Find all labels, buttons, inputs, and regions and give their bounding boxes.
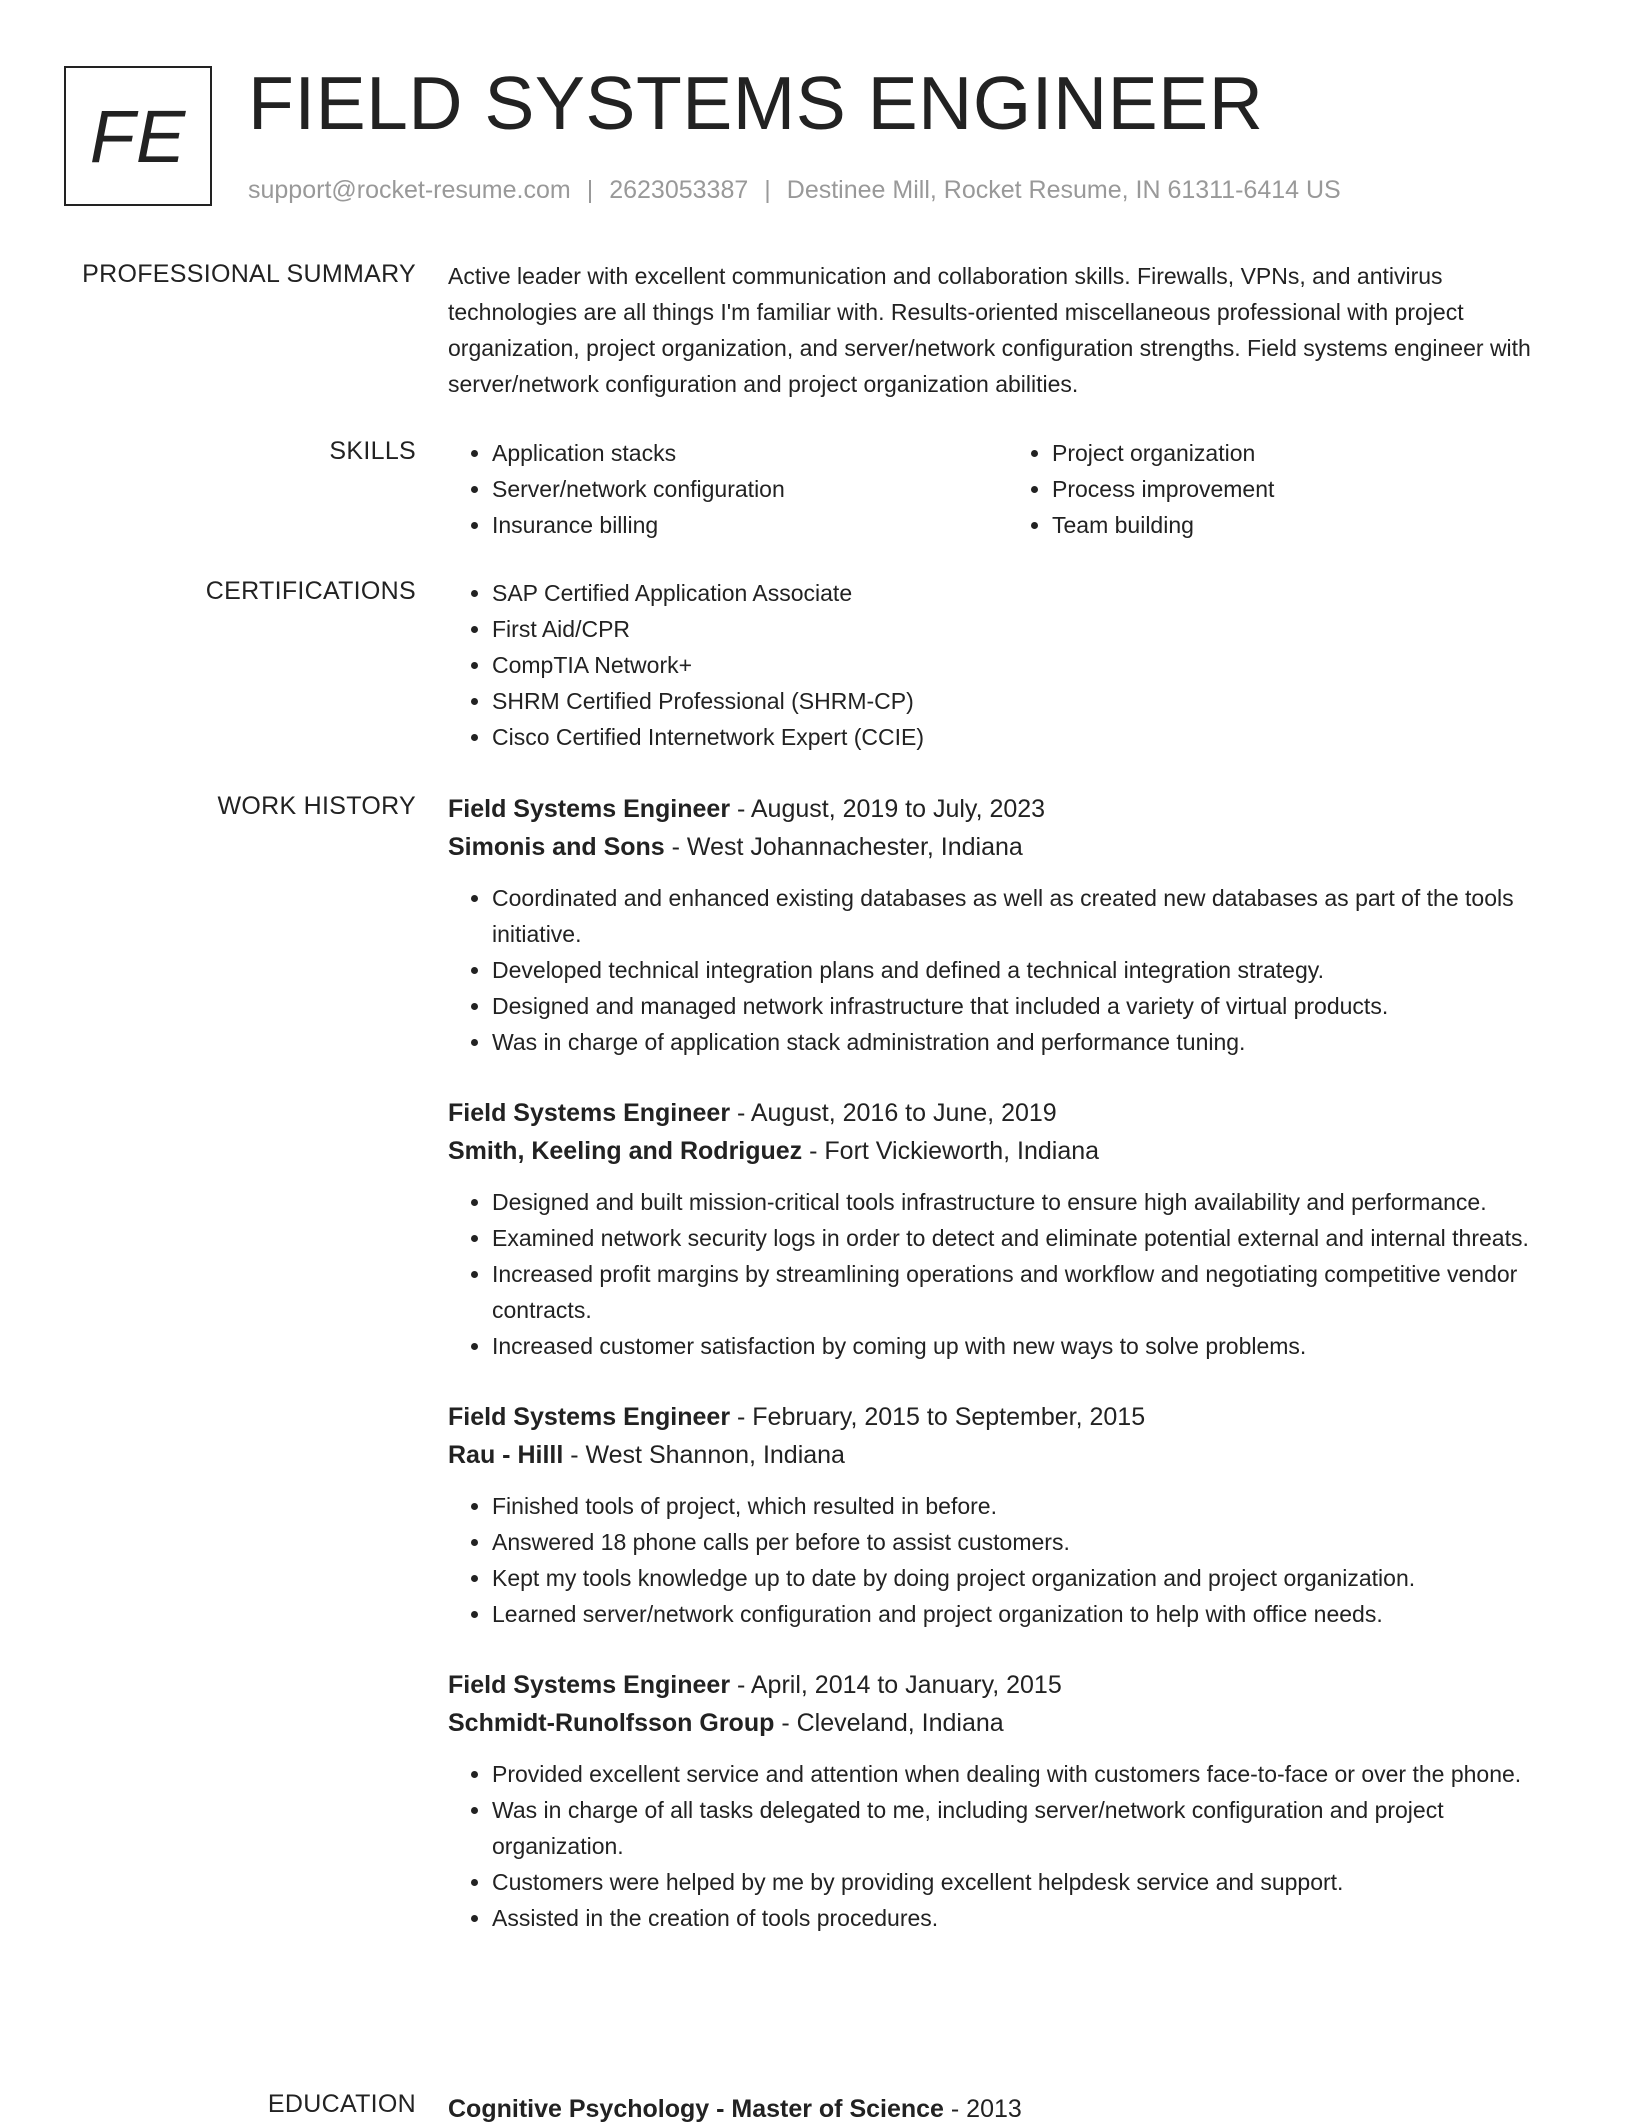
list-item: • SHRM Certified Professional (SHRM-CP): [492, 683, 1568, 719]
job-bullets: [448, 1756, 1568, 1936]
list-item: • Application stacks: [492, 435, 1008, 471]
list-item: • Server/network configuration: [492, 471, 1008, 507]
list-item: • Increased customer satisfaction by coming up with new ways to solve problems.: [492, 1328, 1568, 1364]
resume-title: FIELD SYSTEMS ENGINEER: [248, 61, 1264, 145]
contact-address: Destinee Mill, Rocket Resume, IN 61311-6414 US: [786, 176, 1341, 204]
list-item: • Increased profit margins by streamlining operations and workflow and negotiating competitive vendor contracts.: [492, 1256, 1568, 1328]
job-entry: [448, 1398, 1568, 1632]
job-dates: - February, 2015 to September, 2015: [730, 1403, 1146, 1431]
job-entry: [448, 790, 1568, 1060]
job-title: Field Systems Engineer: [448, 1099, 731, 1127]
list-item: • Provided excellent service and attention when dealing with customers face-to-face or over the phone.: [492, 1756, 1568, 1792]
section-label-skills: SKILLS: [329, 437, 416, 465]
list-item: • Was in charge of application stack administration and performance tuning.: [492, 1024, 1568, 1060]
list-item: • Kept my tools knowledge up to date by doing project organization and project organization.: [492, 1560, 1568, 1596]
job-location: - Cleveland, Indiana: [774, 1709, 1004, 1737]
job-company-line: [448, 1704, 1568, 1742]
list-item: • Learned server/network configuration and project organization to help with office needs.: [492, 1596, 1568, 1632]
job-company: Rau - Hilll: [448, 1441, 564, 1469]
job-title-line: [448, 1398, 1568, 1436]
job-bullets: [448, 1488, 1568, 1632]
job-entry: [448, 1666, 1568, 1936]
section-label-work-history: WORK HISTORY: [217, 792, 416, 820]
contact-line: [248, 174, 1341, 206]
job-dates: - April, 2014 to January, 2015: [730, 1671, 1062, 1699]
list-item: • Developed technical integration plans and defined a technical integration strategy.: [492, 952, 1568, 988]
job-title: Field Systems Engineer: [448, 1403, 731, 1431]
work-history-body: [448, 790, 1568, 1970]
job-dates: - August, 2016 to June, 2019: [730, 1099, 1057, 1127]
certifications-body: [448, 575, 1568, 755]
job-title-line: [448, 1666, 1568, 1704]
list-item: • Finished tools of project, which resulted in before.: [492, 1488, 1568, 1524]
job-company: Simonis and Sons: [448, 833, 665, 861]
job-company: Schmidt-Runolfsson Group: [448, 1709, 775, 1737]
job-location: - Fort Vickieworth, Indiana: [802, 1137, 1100, 1165]
job-location: - West Johannachester, Indiana: [664, 833, 1023, 861]
list-item: • Process improvement: [1052, 471, 1568, 507]
contact-phone: 2623053387: [609, 176, 749, 204]
list-item: • Designed and managed network infrastructure that included a variety of virtual products.: [492, 988, 1568, 1024]
skills-list-right: [1008, 435, 1568, 543]
list-item: • SAP Certified Application Associate: [492, 575, 1568, 611]
skills-body: [448, 435, 1568, 543]
education-body: [448, 2090, 1568, 2128]
certifications-list: [448, 575, 1568, 755]
job-title: Field Systems Engineer: [448, 1671, 731, 1699]
list-item: • Examined network security logs in order to detect and eliminate potential external and internal threats.: [492, 1220, 1568, 1256]
list-item: • Coordinated and enhanced existing databases as well as created new databases as part of the tools initiative.: [492, 880, 1568, 952]
section-label-education: EDUCATION: [267, 2090, 416, 2118]
list-item: • Insurance billing: [492, 507, 1008, 543]
list-item: • Designed and built mission-critical tools infrastructure to ensure high availability and performance.: [492, 1184, 1568, 1220]
list-item: • Answered 18 phone calls per before to assist customers.: [492, 1524, 1568, 1560]
summary-body: [448, 258, 1568, 402]
job-title: Field Systems Engineer: [448, 795, 731, 823]
job-title-line: [448, 790, 1568, 828]
contact-email: support@rocket-resume.com: [248, 176, 571, 204]
job-bullets: [448, 1184, 1568, 1364]
job-company-line: [448, 828, 1568, 866]
list-item: • Customers were helped by me by providing excellent helpdesk service and support.: [492, 1864, 1568, 1900]
list-item: • Team building: [1052, 507, 1568, 543]
job-company: Smith, Keeling and Rodriguez: [448, 1137, 803, 1165]
skills-list-left: [448, 435, 1008, 543]
list-item: • Was in charge of all tasks delegated to me, including server/network configuration and project organization.: [492, 1792, 1568, 1864]
list-item: • First Aid/CPR: [492, 611, 1568, 647]
job-company-line: [448, 1436, 1568, 1474]
list-item: • Cisco Certified Internetwork Expert (CCIE): [492, 719, 1568, 755]
education-degree: Cognitive Psychology - Master of Science: [448, 2095, 944, 2123]
job-dates: - August, 2019 to July, 2023: [730, 795, 1046, 823]
list-item: • CompTIA Network+: [492, 647, 1568, 683]
contact-separator: |: [764, 176, 771, 204]
job-title-line: [448, 1094, 1568, 1132]
job-bullets: [448, 880, 1568, 1060]
list-item: • Project organization: [1052, 435, 1568, 471]
monogram: FE: [64, 66, 212, 206]
section-label-summary: PROFESSIONAL SUMMARY: [82, 260, 416, 288]
education-year: - 2013: [943, 2095, 1022, 2123]
section-label-certifications: CERTIFICATIONS: [205, 577, 416, 605]
job-location: - West Shannon, Indiana: [563, 1441, 845, 1469]
job-company-line: [448, 1132, 1568, 1170]
summary-text: Active leader with excellent communication and collaboration skills. Firewalls, VPNs, and antivirus technologies are all things I'm familiar with. Results-oriented miscellaneous professional with project organization, project organization, and server/network configuration strengths. Field systems engineer with server/network configuration and project organization abilities.: [448, 263, 1531, 397]
job-entry: [448, 1094, 1568, 1364]
education-line: [448, 2090, 1568, 2128]
list-item: • Assisted in the creation of tools procedures.: [492, 1900, 1568, 1936]
contact-separator: |: [586, 176, 594, 204]
